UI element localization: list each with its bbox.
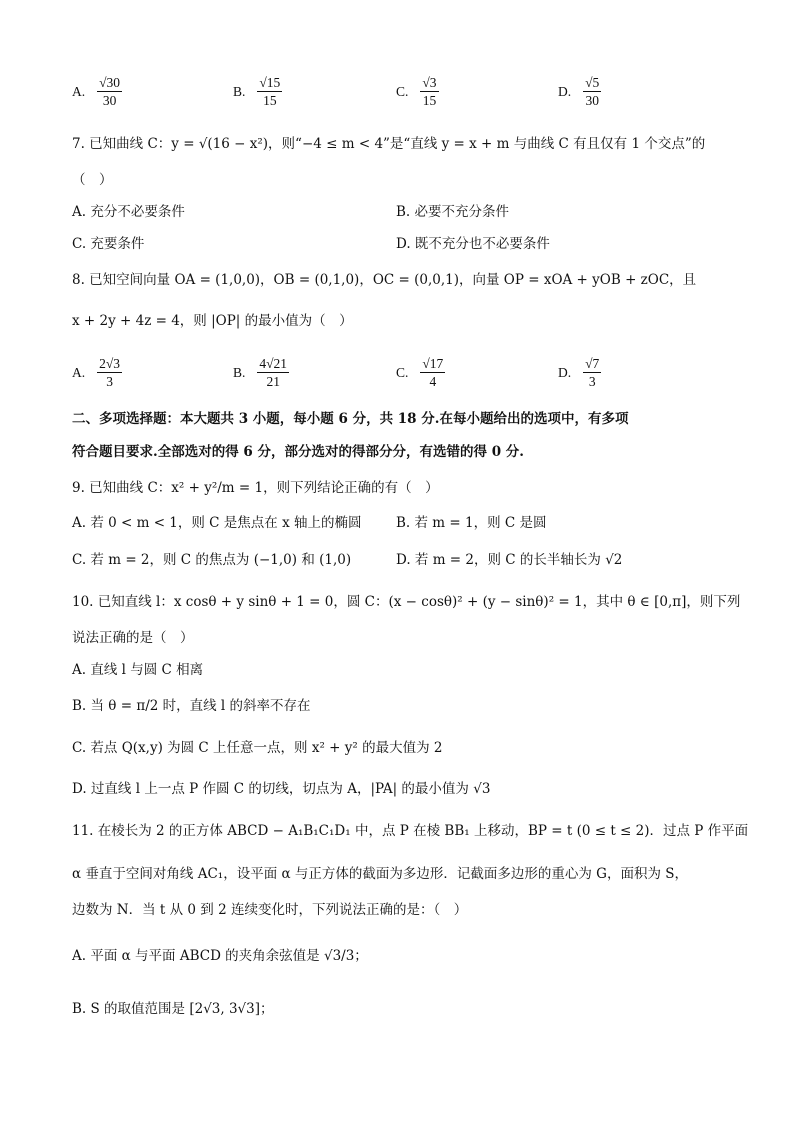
fraction: $\frac{√17}{4}$ [422,356,444,389]
fraction: $\frac{√30}{30}$ [99,75,121,108]
option-label: D. [558,83,572,99]
fraction: $\frac{√15}{15}$ [259,75,281,108]
q8-option-b [233,355,289,390]
q9-stem: 9. 已知曲线 C：x² + y²/m = 1，则下列结论正确的有（ ） [72,480,439,496]
q9-option-b: B. 若 m = 1，则 C 是圆 [396,515,547,531]
q11-stem-2: α 垂直于空间对角线 AC₁，设平面 α 与正方体的截面为多边形．记截面多边形的重心为 G，面积为 S， [72,866,689,882]
q10-option-b: B. 当 θ = π/2 时，直线 l 的斜率不存在 [72,698,311,714]
q9-option-c: C. 若 m = 2，则 C 的焦点为 (−1,0) 和 (1,0) [72,552,352,568]
q7-stem: 7. 已知曲线 C：y = √(16 − x²)，则“−4 ≤ m < 4”是“直线 y = x + m 与曲线 C 有且仅有 1 个交点”的 [72,136,706,152]
section-2-heading-line-1: 二、多项选择题：本大题共 3 小题，每小题 6 分，共 18 分.在每小题给出的选项中，有多项 [72,411,629,427]
fraction: $\frac{4√21}{21}$ [259,356,288,389]
option-label: C. [396,83,409,99]
q11-stem-3: 边数为 N．当 t 从 0 到 2 连续变化时，下列说法正确的是：（ ） [72,902,468,918]
q7-option-d: D. 既不充分也不必要条件 [396,236,550,252]
q8-stem-2: x + 2y + 4z = 4，则 |OP| 的最小值为（ ） [72,313,353,329]
q9-option-d: D. 若 m = 2，则 C 的长半轴长为 √2 [396,552,623,568]
option-label: B. [233,83,246,99]
option-label: A. [72,83,86,99]
q8-option-d [558,355,601,390]
q9-option-a: A. 若 0 < m < 1，则 C 是焦点在 x 轴上的椭圆 [72,515,362,531]
q6-option-a [72,74,122,109]
option-label: D. [558,364,572,380]
q7-option-c: C. 充要条件 [72,236,145,252]
q6-option-b [233,74,282,109]
section-2-heading-line-2: 符合题目要求.全部选对的得 6 分，部分选对的得部分分，有选错的得 0 分. [72,444,524,460]
fraction: $\frac{√7}{3}$ [585,356,600,389]
option-label: A. [72,364,86,380]
q11-option-a: A. 平面 α 与平面 ABCD 的夹角余弦值是 √3/3； [72,948,368,964]
q11-option-b: B. S 的取值范围是 [2√3, 3√3]； [72,1001,274,1017]
q10-stem-1: 10. 已知直线 l：x cosθ + y sinθ + 1 = 0，圆 C：(x − cosθ)² + (y − sinθ)² = 1，其中 θ ∈ [0,π]，则下列 [72,594,741,610]
fraction: $\frac{2√3}{3}$ [99,356,121,389]
q8-option-a [72,355,122,390]
q6-option-d [558,74,601,109]
q10-option-a: A. 直线 l 与圆 C 相离 [72,662,204,678]
q6-option-c [396,74,439,109]
fraction: $\frac{√5}{30}$ [585,75,600,108]
q8-option-c [396,355,445,390]
q8-stem-1: 8. 已知空间向量 OA = (1,0,0)，OB = (0,1,0)，OC = (0,0,1)，向量 OP = xOA + yOB + zOC，且 [72,272,697,288]
q10-stem-2: 说法正确的是（ ） [72,630,194,646]
option-label: C. [396,364,409,380]
option-label: B. [233,364,246,380]
fraction: $\frac{√3}{15}$ [422,75,437,108]
q10-option-c: C. 若点 Q(x,y) 为圆 C 上任意一点，则 x² + y² 的最大值为 2 [72,740,443,756]
q11-stem-1: 11. 在棱长为 2 的正方体 ABCD − A₁B₁C₁D₁ 中，点 P 在棱 BB₁ 上移动，BP = t (0 ≤ t ≤ 2)．过点 P 作平面 [72,823,749,839]
q7-option-b: B. 必要不充分条件 [396,204,510,220]
q7-paren: （ ） [72,172,113,188]
q7-option-a: A. 充分不必要条件 [72,204,185,220]
q10-option-d: D. 过直线 l 上一点 P 作圆 C 的切线，切点为 A，|PA| 的最小值为 √3 [72,781,491,797]
